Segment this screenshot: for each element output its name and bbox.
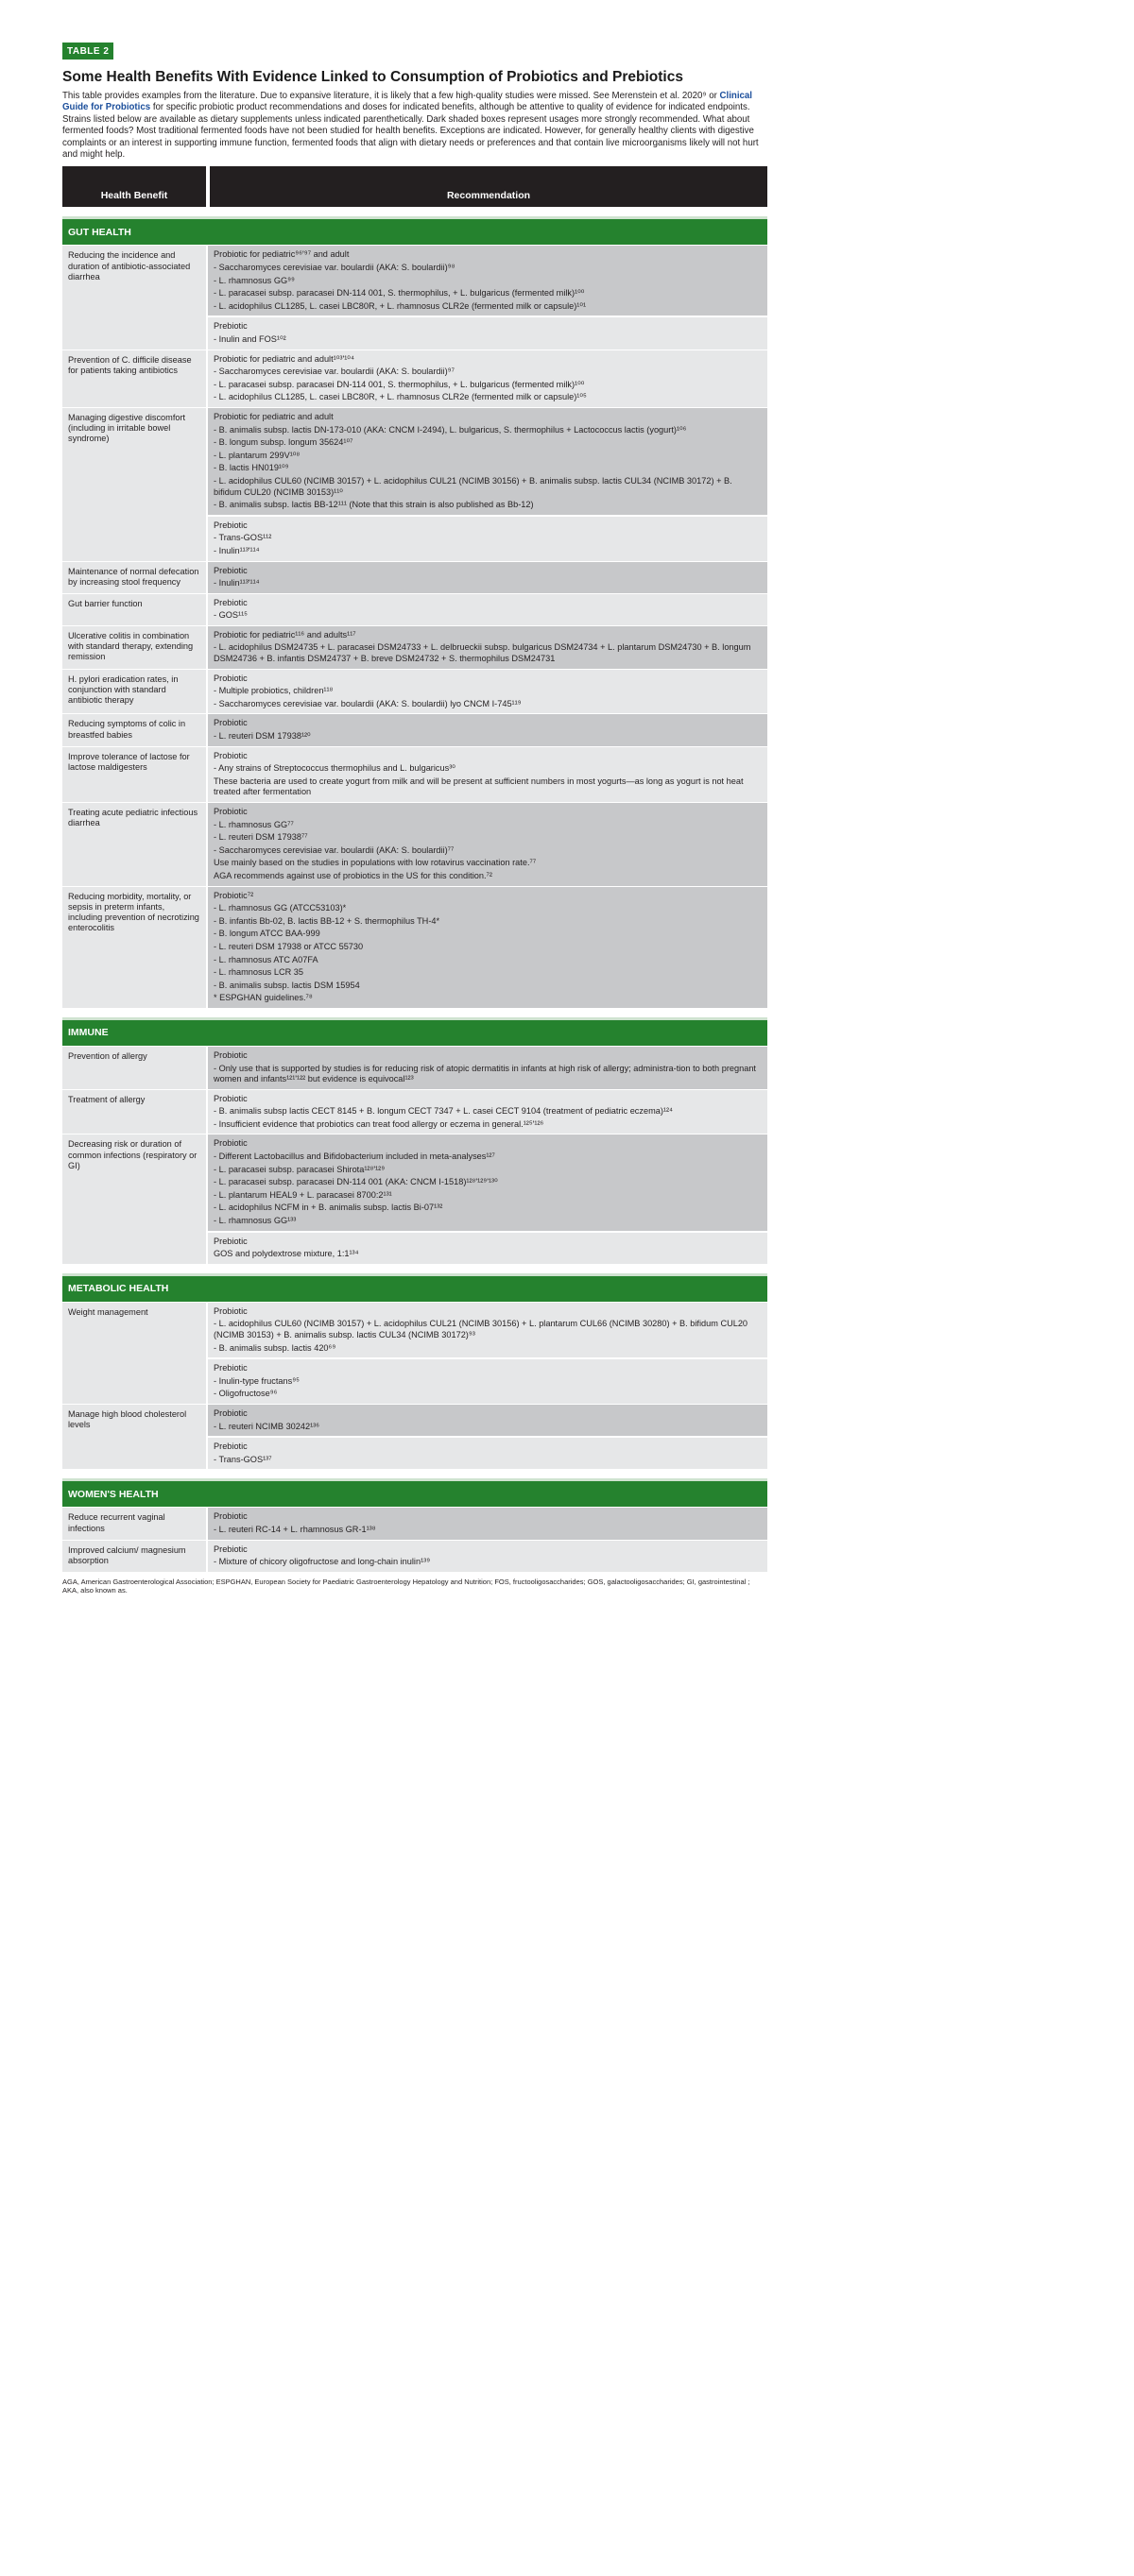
intro-text-end: for specific probiotic product recommendations and doses for indicated benefits, although be attentive to quality of evidence for indicated endpoints. Strains listed below are available as dietary supplements unless indicated parenthetically. Dark shaded boxes represent usages more strongly recommended. What about fermented foods? Most traditional fermented foods have not been studied for health benefits. Exceptions are indicated. However, for generally healthy clients with digestive complaints or an interest in supporting immune function, fermented foods that align with dietary needs or preferences and that contain live microorganisms likely will not hurt and might help. — [62, 102, 759, 161]
table-row — [62, 746, 767, 802]
health-benefit-cell: Weight management — [62, 1303, 206, 1404]
table-row — [62, 802, 767, 886]
recommendation-block — [208, 747, 767, 802]
recommendation-cell — [206, 887, 767, 1008]
recommendation-type: Prebiotic — [214, 597, 248, 607]
strain-item: - L. rhamnosus GG⁷⁷ — [214, 819, 294, 829]
strain-item: - L. plantarum 299V¹⁰⁸ — [214, 450, 301, 460]
health-benefit-cell: Prevention of C. difficile disease for patients taking antibiotics — [62, 350, 206, 407]
table-section — [62, 216, 767, 1007]
recommendation-type: Probiotic for pediatric⁹⁶'⁹⁷ and adult — [214, 249, 350, 260]
strain-item: - Saccharomyces cerevisiae var. boulardii (AKA: S. boulardii) lyo CNCM I-745¹¹⁹ — [214, 698, 522, 708]
recommendation-block — [208, 246, 767, 317]
table-row — [62, 713, 767, 745]
section-header: METABOLIC HEALTH — [62, 1273, 767, 1302]
recommendation-cell — [206, 246, 767, 349]
health-benefit-cell: Maintenance of normal defecation by increasing stool frequency — [62, 562, 206, 593]
strain-item: - Only use that is supported by studies is for reducing risk of atopic dermatitis in infants at high risk of allergy; administra-tion to both pregnant women and infants¹²¹'¹²² but evidence is equivocal¹²³ — [214, 1063, 756, 1084]
health-benefit-cell: H. pylori eradication rates, in conjunction with standard antibiotic therapy — [62, 670, 206, 714]
recommendation-cell — [206, 562, 767, 593]
recommendation-block — [208, 1090, 767, 1134]
strain-item: - Different Lactobacillus and Bifidobacterium included in meta-analyses¹²⁷ — [214, 1152, 495, 1162]
strain-item: - L. acidophilus CL1285, L. casei LBC80R, + L. rhamnosus CLR2e (fermented milk or capsule)¹⁰¹ — [214, 300, 587, 311]
recommendation-block — [208, 1541, 767, 1572]
strain-item: - L. rhamnosus GG¹³³ — [214, 1216, 297, 1226]
strain-item: - B. animalis subsp lactis CECT 8145 + B. longum CECT 7347 + L. casei CECT 9104 (treatment of pediatric eczema)¹²⁴ — [214, 1106, 673, 1117]
health-benefit-cell: Reducing symptoms of colic in breastfed babies — [62, 714, 206, 745]
recommendation-cell — [206, 1090, 767, 1134]
recommendation-cell — [206, 350, 767, 407]
strain-item: - GOS¹¹⁵ — [214, 610, 248, 621]
strain-item: - L. reuteri NCIMB 30242¹³⁶ — [214, 1421, 320, 1431]
recommendation-cell — [206, 1047, 767, 1089]
strain-item: - L. paracasei subsp. paracasei DN-114 001, S. thermophilus, + L. bulgaricus (fermented milk)¹⁰⁰ — [214, 379, 585, 389]
strain-item: - L. reuteri DSM 17938¹²⁰ — [214, 731, 311, 742]
strain-item: - B. longum subsp. longum 35624¹⁰⁷ — [214, 437, 353, 448]
recommendation-type: Prebiotic — [214, 1442, 248, 1452]
table-label: TABLE 2 — [62, 43, 113, 60]
header-health-benefit: Health Benefit — [62, 166, 206, 207]
recommendation-block — [208, 1047, 767, 1089]
recommendation-type: Probiotic — [214, 718, 248, 728]
recommendation-type: Probiotic for pediatric and adult — [214, 411, 334, 421]
strain-item: - Saccharomyces cerevisiae var. boulardii (AKA: S. boulardii)⁹⁷ — [214, 367, 455, 377]
recommendation-block — [208, 887, 767, 1008]
strain-item: - B. animalis subsp. lactis DN-173-010 (AKA: CNCM I-2494), L. bulgaricus, S. thermophilus + Lactococcus lactis (yogurt)¹⁰⁶ — [214, 424, 687, 435]
health-benefit-cell: Reducing the incidence and duration of antibiotic-associated diarrhea — [62, 246, 206, 349]
health-benefit-cell: Ulcerative colitis in combination with standard therapy, extending remission — [62, 626, 206, 669]
health-benefit-cell: Reduce recurrent vaginal infections — [62, 1508, 206, 1539]
clinical-guide-link[interactable]: Clinical Guide for Probiotics — [62, 91, 752, 113]
abbreviations-footnote: AGA, American Gastroenterological Association; ESPGHAN, European Society for Paediatric Gastroenterology Hepatology and Nutrition; FOS, fructooligosaccharides; GOS, galactooligosaccharides; GI, gastrointestinal ; AKA, also known as. — [62, 1577, 750, 1595]
recommendation-type: Probiotic — [214, 1305, 248, 1316]
recommendation-type: Prebiotic — [214, 565, 248, 575]
section-header: IMMUNE — [62, 1017, 767, 1046]
recommendation-note: Use mainly based on the studies in populations with low rotavirus vaccination rate.⁷⁷ — [214, 858, 537, 868]
recommendation-block — [208, 803, 767, 886]
table-body — [62, 216, 767, 1571]
strain-item: - L. paracasei subsp. paracasei Shirota¹²⁸'¹²⁹ — [214, 1164, 386, 1174]
table-row — [62, 350, 767, 407]
strain-item: - L. rhamnosus LCR 35 — [214, 967, 303, 978]
recommendation-cell — [206, 714, 767, 745]
strain-item: - L. acidophilus CUL60 (NCIMB 30157) + L. acidophilus CUL21 (NCIMB 30156) + L. plantarum CUL66 (NCIMB 30280) + B. bifidum CUL20 (NCIMB 30153) + B. animalis subsp. lactis CUL34 (NCIMB 30172)⁹³ — [214, 1319, 748, 1339]
header-recommendation: Recommendation — [210, 166, 767, 207]
table-row — [62, 1134, 767, 1263]
strain-item: - Multiple probiotics, children¹¹⁸ — [214, 686, 334, 696]
recommendation-block — [208, 562, 767, 593]
strain-item: - Trans-GOS¹¹² — [214, 533, 272, 543]
recommendation-cell — [206, 1405, 767, 1469]
recommendation-type: Probiotic — [214, 1407, 248, 1418]
recommendation-block — [208, 1134, 767, 1232]
health-benefit-cell: Managing digestive discomfort (including in irritable bowel syndrome) — [62, 408, 206, 561]
recommendation-type: Prebiotic — [214, 321, 248, 332]
strain-item: - Saccharomyces cerevisiae var. boulardii (AKA: S. boulardii)⁷⁷ — [214, 844, 455, 855]
recommendation-type: Probiotic — [214, 1049, 248, 1060]
strain-item: - L. rhamnosus GG⁹⁹ — [214, 275, 295, 285]
strain-item: - B. animalis subsp. lactis DSM 15954 — [214, 980, 360, 990]
strain-item: - Inulin¹¹³'¹¹⁴ — [214, 545, 260, 555]
strain-item: - L. acidophilus NCFM in + B. animalis subsp. lactis Bi-07¹³² — [214, 1203, 443, 1213]
strain-item: - L. plantarum HEAL9 + L. paracasei 8700:2¹³¹ — [214, 1189, 392, 1200]
recommendation-block — [208, 1405, 767, 1438]
strain-item: - L. acidophilus CL1285, L. casei LBC80R, + L. rhamnosus CLR2e (fermented milk or capsule)¹⁰⁵ — [214, 392, 587, 402]
recommendation-type: Probiotic — [214, 673, 248, 683]
table-row — [62, 1507, 767, 1539]
recommendation-type: Probiotic — [214, 750, 248, 760]
strain-item: - Inulin¹¹³'¹¹⁴ — [214, 578, 260, 589]
recommendation-type: Prebiotic — [214, 1363, 248, 1373]
recommendation-type: Probiotic for pediatric and adult¹⁰³'¹⁰⁴ — [214, 353, 354, 364]
recommendation-cell — [206, 1303, 767, 1404]
table-header — [62, 166, 767, 207]
recommendation-block — [208, 670, 767, 714]
health-benefit-cell: Gut barrier function — [62, 594, 206, 625]
recommendation-type: Prebiotic — [214, 1236, 248, 1246]
table-row — [62, 1302, 767, 1404]
strain-item: - B. infantis Bb-02, B. lactis BB-12 + S. thermophilus TH-4* — [214, 915, 440, 926]
strain-item: - L. rhamnosus GG (ATCC53103)* — [214, 903, 347, 913]
recommendation-cell — [206, 1134, 767, 1263]
recommendation-cell — [206, 594, 767, 625]
recommendation-cell — [206, 408, 767, 561]
health-benefit-cell: Manage high blood cholesterol levels — [62, 1405, 206, 1469]
recommendation-cell — [206, 626, 767, 669]
table-row — [62, 1089, 767, 1134]
recommendation-cell — [206, 747, 767, 802]
section-header: WOMEN'S HEALTH — [62, 1478, 767, 1507]
table-section — [62, 1478, 767, 1571]
recommendation-cell — [206, 803, 767, 886]
strain-item: - Insufficient evidence that probiotics can treat food allergy or eczema in general.¹²⁵'¹²⁶ — [214, 1118, 544, 1129]
table-section — [62, 1273, 767, 1470]
strain-item: - B. animalis subsp. lactis BB-12¹¹¹ (Note that this strain is also published as Bb-12) — [214, 500, 534, 510]
strain-item: - Mixture of chicory oligofructose and long-chain inulin¹³⁹ — [214, 1557, 431, 1567]
strain-item: - Inulin-type fructans⁹⁵ — [214, 1375, 300, 1386]
recommendation-block — [208, 626, 767, 669]
recommendation-type: Probiotic — [214, 1138, 248, 1149]
health-benefit-cell: Treating acute pediatric infectious diarrhea — [62, 803, 206, 886]
health-benefit-cell: Decreasing risk or duration of common infections (respiratory or GI) — [62, 1134, 206, 1263]
intro-paragraph — [62, 91, 767, 161]
strain-item: - Trans-GOS¹³⁷ — [214, 1454, 272, 1464]
strain-item: - B. animalis subsp. lactis 420⁶⁹ — [214, 1342, 336, 1353]
strain-item: - L. paracasei subsp. paracasei DN-114 001 (AKA: CNCM I-1518)¹²⁸'¹²⁹'¹³⁰ — [214, 1177, 498, 1187]
strain-item: - L. reuteri RC-14 + L. rhamnosus GR-1¹³⁸ — [214, 1524, 376, 1534]
recommendation-block — [208, 1233, 767, 1264]
intro-text-start: This table provides examples from the literature. Due to expansive literature, it is likely that a few high-quality studies were missed. See Merenstein et al. 2020⁹ or — [62, 91, 720, 101]
recommendation-type: Probiotic — [214, 1093, 248, 1103]
recommendation-type: Prebiotic — [214, 1544, 248, 1554]
table-row — [62, 593, 767, 625]
recommendation-cell — [206, 1541, 767, 1572]
recommendation-type: Probiotic — [214, 1511, 248, 1522]
strain-item: - L. paracasei subsp. paracasei DN-114 001, S. thermophilus, + L. bulgaricus (fermented milk)¹⁰⁰ — [214, 288, 585, 299]
health-benefit-cell: Prevention of allergy — [62, 1047, 206, 1089]
recommendation-block — [208, 350, 767, 407]
recommendation-type: Probiotic⁷² — [214, 890, 254, 900]
strain-item: - Inulin and FOS¹⁰² — [214, 334, 286, 344]
recommendation-cell — [206, 1508, 767, 1539]
table-row — [62, 407, 767, 561]
recommendation-note: These bacteria are used to create yogurt from milk and will be present at sufficient numbers in most yogurts—as long as yogurt is not heat treated after fermentation — [214, 776, 744, 797]
recommendation-type: Prebiotic — [214, 520, 248, 530]
document — [62, 42, 767, 1595]
recommendation-block — [208, 517, 767, 561]
recommendation-type: Probiotic for pediatric¹¹⁶ and adults¹¹⁷ — [214, 629, 356, 640]
table-row — [62, 886, 767, 1008]
table-row — [62, 561, 767, 593]
table-row — [62, 1404, 767, 1469]
strain-item: - Any strains of Streptococcus thermophilus and L. bulgaricus³⁰ — [214, 763, 455, 774]
strain-item: - B. lactis HN019¹⁰⁹ — [214, 463, 289, 473]
table-row — [62, 669, 767, 714]
table-section — [62, 1017, 767, 1264]
health-benefit-cell: Improve tolerance of lactose for lactose maldigesters — [62, 747, 206, 802]
recommendation-block — [208, 408, 767, 517]
table-row — [62, 1540, 767, 1572]
strain-item: - L. reuteri DSM 17938⁷⁷ — [214, 832, 308, 843]
section-header: GUT HEALTH — [62, 216, 767, 245]
recommendation-type: Probiotic — [214, 807, 248, 816]
recommendation-block — [208, 317, 767, 349]
strain-item: - Oligofructose⁹⁶ — [214, 1389, 278, 1399]
strain-item: - L. acidophilus DSM24735 + L. paracasei DSM24733 + L. delbrueckii subsp. bulgaricus DSM24734 + L. plantarum DSM24730 + B. longum DSM24736 + B. infantis DSM24737 + B. breve DSM24732 + S. thermophilus DSM24731 — [214, 642, 751, 664]
recommendation-cell — [206, 670, 767, 714]
table-row — [62, 245, 767, 349]
table-row — [62, 1046, 767, 1089]
health-benefit-cell: Treatment of allergy — [62, 1090, 206, 1134]
recommendation-note: * ESPGHAN guidelines.⁷⁸ — [214, 993, 313, 1003]
table-title: Some Health Benefits With Evidence Linked to Consumption of Probiotics and Prebiotics — [62, 69, 683, 85]
recommendation-block — [208, 1508, 767, 1539]
recommendation-note: AGA recommends against use of probiotics in the US for this condition.⁷² — [214, 870, 492, 880]
recommendation-block — [208, 594, 767, 625]
health-benefit-cell: Reducing morbidity, mortality, or sepsis in preterm infants, including prevention of necrotizing enterocolitis — [62, 887, 206, 1008]
recommendation-block — [208, 1359, 767, 1404]
strain-item: - Saccharomyces cerevisiae var. boulardii (AKA: S. boulardii)⁹⁸ — [214, 263, 455, 273]
recommendation-block — [208, 714, 767, 745]
strain-item: - B. longum ATCC BAA-999 — [214, 929, 320, 939]
strain-item: - L. reuteri DSM 17938 or ATCC 55730 — [214, 941, 364, 951]
recommendation-block — [208, 1303, 767, 1359]
recommendation-note: GOS and polydextrose mixture, 1:1¹³⁴ — [214, 1249, 359, 1259]
strain-item: - L. rhamnosus ATC A07FA — [214, 954, 318, 964]
recommendation-block — [208, 1438, 767, 1469]
table-row — [62, 625, 767, 669]
health-benefit-cell: Improved calcium/ magnesium absorption — [62, 1541, 206, 1572]
strain-item: - L. acidophilus CUL60 (NCIMB 30157) + L. acidophilus CUL21 (NCIMB 30156) + B. animalis subsp. lactis CUL34 (NCIMB 30172) + B. bifidum CUL20 (NCIMB 30153)¹¹⁰ — [214, 475, 732, 497]
